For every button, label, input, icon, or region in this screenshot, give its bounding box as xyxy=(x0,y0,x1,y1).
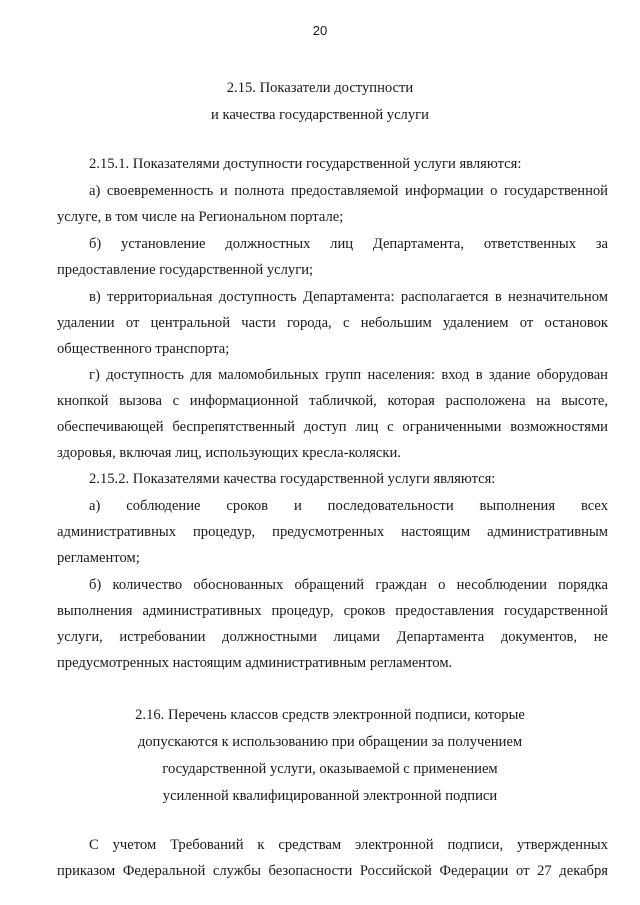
quality-item-b-line-3: услуги, истребовании должностными лицами Департамента документов, не xyxy=(57,629,608,645)
quality-item-b-line-1: б) количество обоснованных обращений граждан о несоблюдении порядка xyxy=(89,577,608,593)
quality-item-b-line-2: выполнения административных процедур, сроков предоставления государственной xyxy=(57,603,608,619)
section-2-16-body-line-1: С учетом Требований к средствам электронной подписи, утвержденных xyxy=(89,837,608,853)
section-2-16-title-line-1: 2.16. Перечень классов средств электронной подписи, которые xyxy=(135,707,525,723)
section-2-15-title-line-1: 2.15. Показатели доступности xyxy=(226,80,414,96)
paragraph-2-15-2: 2.15.2. Показателями качества государственной услуги являются: xyxy=(89,471,496,487)
item-b-line-2: предоставление государственной услуги; xyxy=(57,262,314,278)
item-v-line-1: в) территориальная доступность Департамента: располагается в незначительном xyxy=(89,289,608,305)
section-2-16-body-line-2: приказом Федеральной службы безопасности Российской Федерации от 27 декабря xyxy=(57,863,608,879)
section-2-15-title-line-2: и качества государственной услуги xyxy=(211,107,429,123)
section-2-16-title-line-3: государственной услуги, оказываемой с применением xyxy=(162,761,498,777)
paragraph-2-15-1: 2.15.1. Показателями доступности государственной услуги являются: xyxy=(89,156,522,172)
item-g-line-4: здоровья, включая лиц, использующих кресла-коляски. xyxy=(57,445,401,461)
section-2-16-title-line-2: допускаются к использованию при обращении за получением xyxy=(137,734,523,750)
quality-item-b-line-4: предусмотренных настоящим административным регламентом. xyxy=(57,655,453,671)
section-2-16-title-line-4: усиленной квалифицированной электронной подписи xyxy=(162,788,498,804)
item-b-line-1: б) установление должностных лиц Департамента, ответственных за xyxy=(89,236,608,252)
quality-item-a-line-2: административных процедур, предусмотренных настоящим административным xyxy=(57,524,608,540)
quality-item-a-line-1: а) соблюдение сроков и последовательности выполнения всех xyxy=(89,498,608,514)
item-g-line-3: обеспечивающей беспрепятственный доступ лиц с ограниченными возможностями xyxy=(57,419,608,435)
item-v-line-3: общественного транспорта; xyxy=(57,341,230,357)
item-v-line-2: удалении от центральной части города, с небольшим удалением от остановок xyxy=(57,315,608,331)
page-number: 20 xyxy=(312,23,328,38)
quality-item-a-line-3: регламентом; xyxy=(57,550,140,566)
item-g-line-2: кнопкой вызова с информационной табличкой, которая расположена на высоте, xyxy=(57,393,608,409)
item-a-line-2: услуге, в том числе на Региональном портале; xyxy=(57,209,344,225)
item-a-line-1: а) своевременность и полнота предоставляемой информации о государственной xyxy=(89,183,608,199)
item-g-line-1: г) доступность для маломобильных групп населения: вход в здание оборудован xyxy=(89,367,608,383)
